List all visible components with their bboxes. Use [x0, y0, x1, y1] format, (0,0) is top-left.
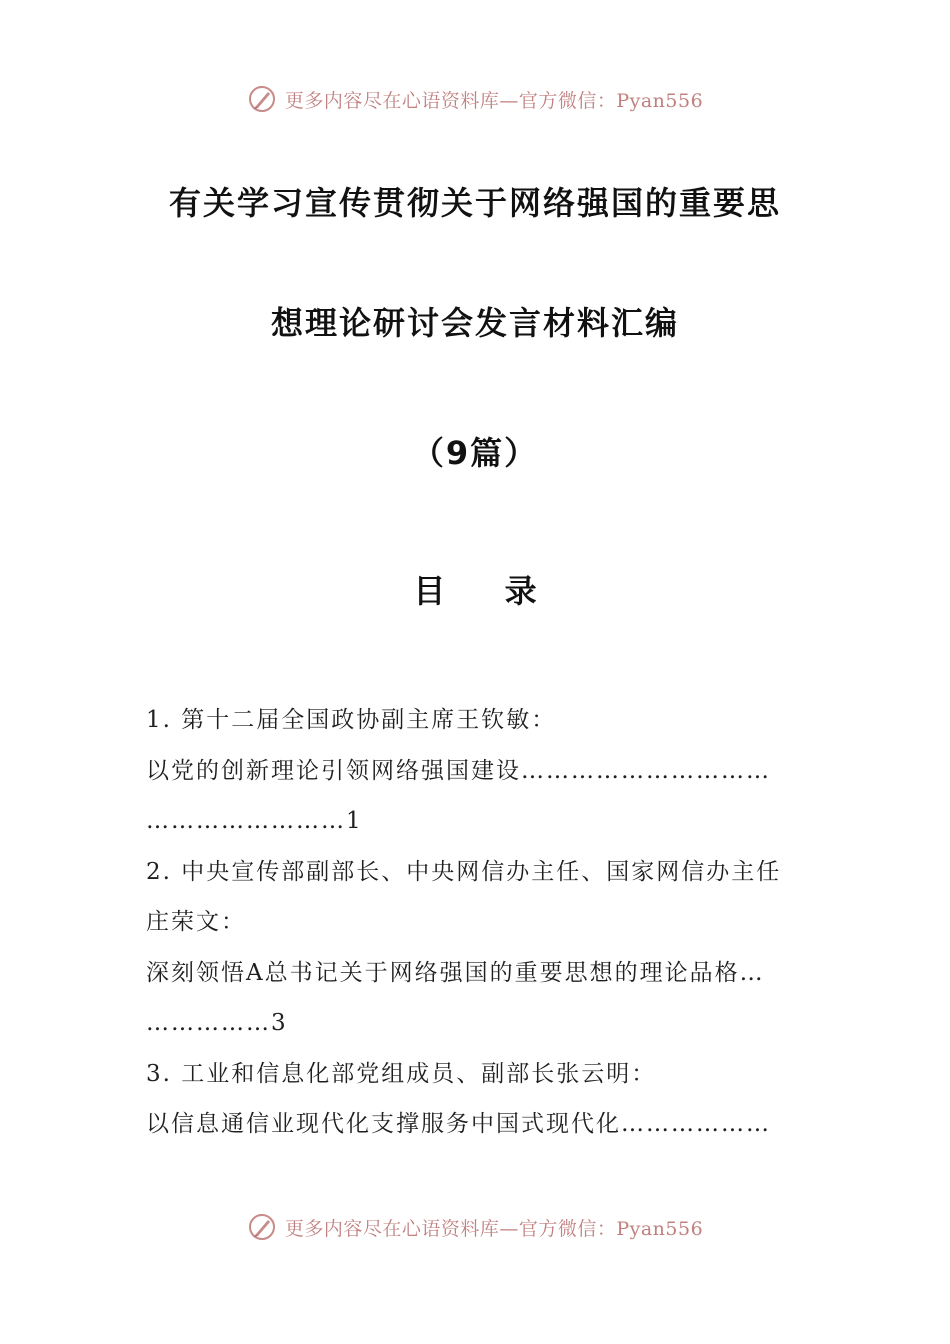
toc-line: ……………3 — [146, 1010, 288, 1036]
toc-line: 深刻领悟A总书记关于网络强国的重要思想的理论品格… — [146, 959, 765, 986]
document-title-line-2: 想理论研讨会发言材料汇编 — [270, 304, 679, 342]
document-title-line-1: 有关学习宣传贯彻关于网络强国的重要思 — [168, 184, 781, 222]
watermark-header — [0, 84, 950, 114]
toc-line: 庄荣文： — [146, 909, 246, 935]
toc-line: 2. 中央宣传部副部长、中央网信办主任、国家网信办主任 — [146, 858, 782, 885]
toc-line: 以信息通信业现代化支撑服务中国式现代化……………… — [146, 1111, 771, 1137]
toc-heading: 目 录 — [413, 572, 561, 610]
watermark-text: 更多内容尽在心语资料库—官方微信：Pyan556 — [284, 89, 704, 112]
document-count: （9篇） — [411, 434, 539, 472]
toc-line: 1. 第十二届全国政协副主席王钦敏： — [146, 707, 557, 733]
pen-logo-icon — [247, 1212, 277, 1242]
toc-line: 以党的创新理论引领网络强国建设………………………… — [146, 757, 771, 784]
table-of-contents — [146, 702, 806, 1157]
watermark-text: 更多内容尽在心语资料库—官方微信：Pyan556 — [284, 1217, 704, 1240]
pen-logo-icon — [247, 84, 277, 114]
toc-line: ……………………1 — [146, 808, 363, 834]
toc-line: 3. 工业和信息化部党组成员、副部长张云明： — [146, 1060, 657, 1087]
watermark-footer — [0, 1212, 950, 1242]
